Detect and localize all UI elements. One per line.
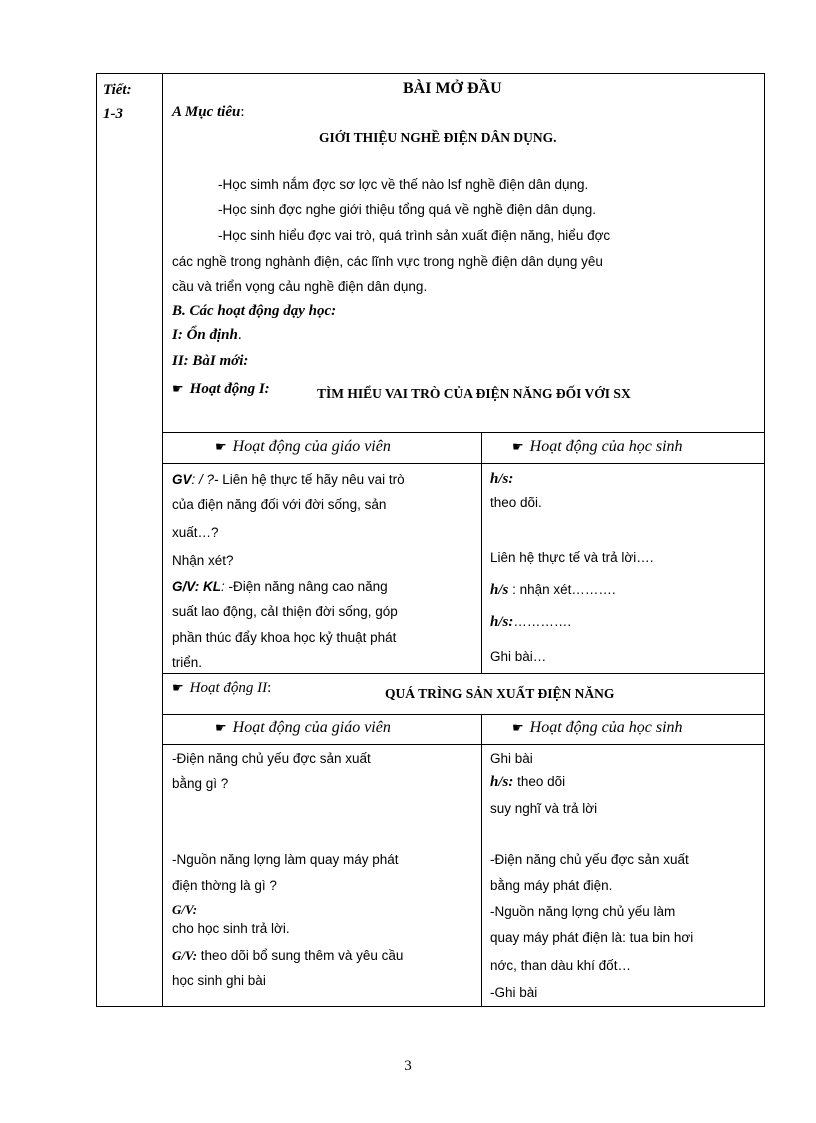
section-a-label: A Mục tiêu [172,104,241,120]
teacher-line: triển. [172,655,203,670]
teacher-line [172,467,405,492]
section-1-heading [172,327,242,344]
pointing-hand-icon: ☛ [172,381,184,396]
student-label: h/s: [490,471,514,487]
activity2-label: Hoạt động II [189,680,268,696]
student-line [490,577,616,603]
table-column-divider [481,714,482,1007]
lesson-table [96,73,765,1007]
table-rule [162,463,764,464]
section-b-heading: B. Các hoạt động dạy học: [172,303,337,319]
student-header-label: Hoạt động của học sinh [529,438,683,455]
teacher-sep: : [221,579,225,594]
teacher-line: học sinh ghi bài [172,973,266,988]
pointing-hand-icon: ☛ [215,720,227,735]
teacher-header-label: Hoạt động của giáo viên [232,438,391,455]
student-line: Liên hệ thực tế và trả lời…. [490,550,654,565]
teacher-line: Nhận xét? [172,553,234,568]
column-divider [162,74,163,1006]
page-number: 3 [404,1058,412,1074]
student-line: quay máy phát điện là: tua bin hơi [490,930,694,945]
teacher-column-header [215,719,391,737]
student-line: Ghi bài… [490,649,547,664]
student-line: bằng máy phát điện. [490,878,613,893]
teacher-label: GV [172,472,192,487]
student-header-label: Hoạt động của học sinh [529,719,683,736]
teacher-text: Liên hệ thực tế hãy nêu vai trò [218,472,405,487]
table-rule [162,714,764,715]
teacher-header-label: Hoạt động của giáo viên [232,719,391,736]
table-rule [162,673,764,674]
student-column-header [512,438,683,456]
objective-line: -Học simh nắm đợc sơ lợc về thế nào lsf nghề điện dân dụng. [218,177,589,192]
student-line: suy nghĩ và trả lời [490,801,598,816]
activity1-title: TÌM HIỂU VAI TRÒ CỦA ĐIỆN NĂNG ĐỐI VỚI SX [317,386,631,401]
student-line: -Điện năng chủ yếu đợc sản xuất [490,852,689,867]
pointing-hand-icon: ☛ [512,720,524,735]
lesson-subtitle: GIỚI THIỆU NGHỀ ĐIỆN DÂN DỤNG. [319,130,557,145]
teacher-line: suất lao động, cảI thiện đời sống, góp [172,604,398,619]
section-1-end: . [237,327,242,343]
table-column-divider [481,432,482,673]
student-line [490,467,513,492]
student-text: theo dõi [513,774,566,789]
teacher-sep: : / ?- [191,472,219,487]
teacher-text: theo dõi bổ sung thêm và yêu cầu [197,948,404,963]
teacher-line: bằng gì ? [172,776,229,791]
student-label: h/s: [490,614,514,630]
pointing-hand-icon: ☛ [172,680,184,695]
teacher-line: của điện năng đối với đời sống, sản [172,497,387,512]
teacher-line: -Nguồn năng lợng làm quay máy phát [172,852,399,867]
teacher-label: G/V: KL [172,579,221,594]
activity1-heading [172,381,270,398]
teacher-line: xuất…? [172,525,219,540]
student-line [490,609,571,635]
teacher-line: phần thúc đẩy khoa học kỷ thuật phát [172,630,397,645]
period-value: 1-3 [103,106,123,122]
teacher-label: G/V: [172,902,198,917]
student-text: : nhận xét………. [508,582,616,597]
section-a-colon: : [240,104,245,120]
pointing-hand-icon: ☛ [512,439,524,454]
teacher-column-header [215,438,391,456]
teacher-line [172,943,403,968]
teacher-text: -Điện năng nâng cao năng [224,579,388,594]
objective-line: các nghề trong nghành điện, các lĩnh vực trong nghề điện dân dụng yêu [172,254,603,269]
section-1-label: I: Ổn định [172,327,238,343]
student-column-header [512,719,683,737]
section-a-heading [172,104,245,121]
activity2-heading [172,680,271,697]
activity1-label: Hoạt động I: [189,381,270,397]
lesson-title: BÀI MỞ ĐẦU [403,80,502,97]
student-line: -Nguồn năng lợng chủ yếu làm [490,904,676,919]
objective-line: -Học sinh hiểu đợc vai trò, quá trình sản xuất điện năng, hiểu đợc [218,228,611,243]
activity2-title: QUÁ TRÌNG SẢN XUẤT ĐIỆN NĂNG [385,686,615,701]
teacher-line [172,574,388,599]
section-2-heading: II: BàI mới: [172,353,249,369]
student-line [490,769,565,795]
student-line: -Ghi bài [490,985,538,1000]
teacher-line: cho học sinh trả lời. [172,921,290,936]
student-text: …………. [513,614,572,629]
student-label: h/s: [490,774,514,790]
objective-line: cầu và triển vọng cảu nghề điện dân dụng. [172,279,428,294]
teacher-line: điện thờng là gì ? [172,878,277,893]
student-line: nớc, than dàu khí đốt… [490,958,631,973]
table-rule [162,432,764,433]
student-label: h/s [490,582,509,598]
lesson-period [103,78,132,126]
table-rule [162,744,764,745]
period-label: Tiết: [103,82,132,98]
teacher-line: -Điện năng chủ yếu đợc sản xuất [172,751,371,766]
student-line: Ghi bài [490,751,533,766]
pointing-hand-icon: ☛ [215,439,227,454]
objective-line: -Học sinh đợc nghe giới thiệu tổng quá về nghề điện dân dụng. [218,202,596,217]
activity2-colon: : [267,680,272,696]
student-line: theo dõi. [490,495,542,510]
teacher-label: G/V: [172,948,198,963]
